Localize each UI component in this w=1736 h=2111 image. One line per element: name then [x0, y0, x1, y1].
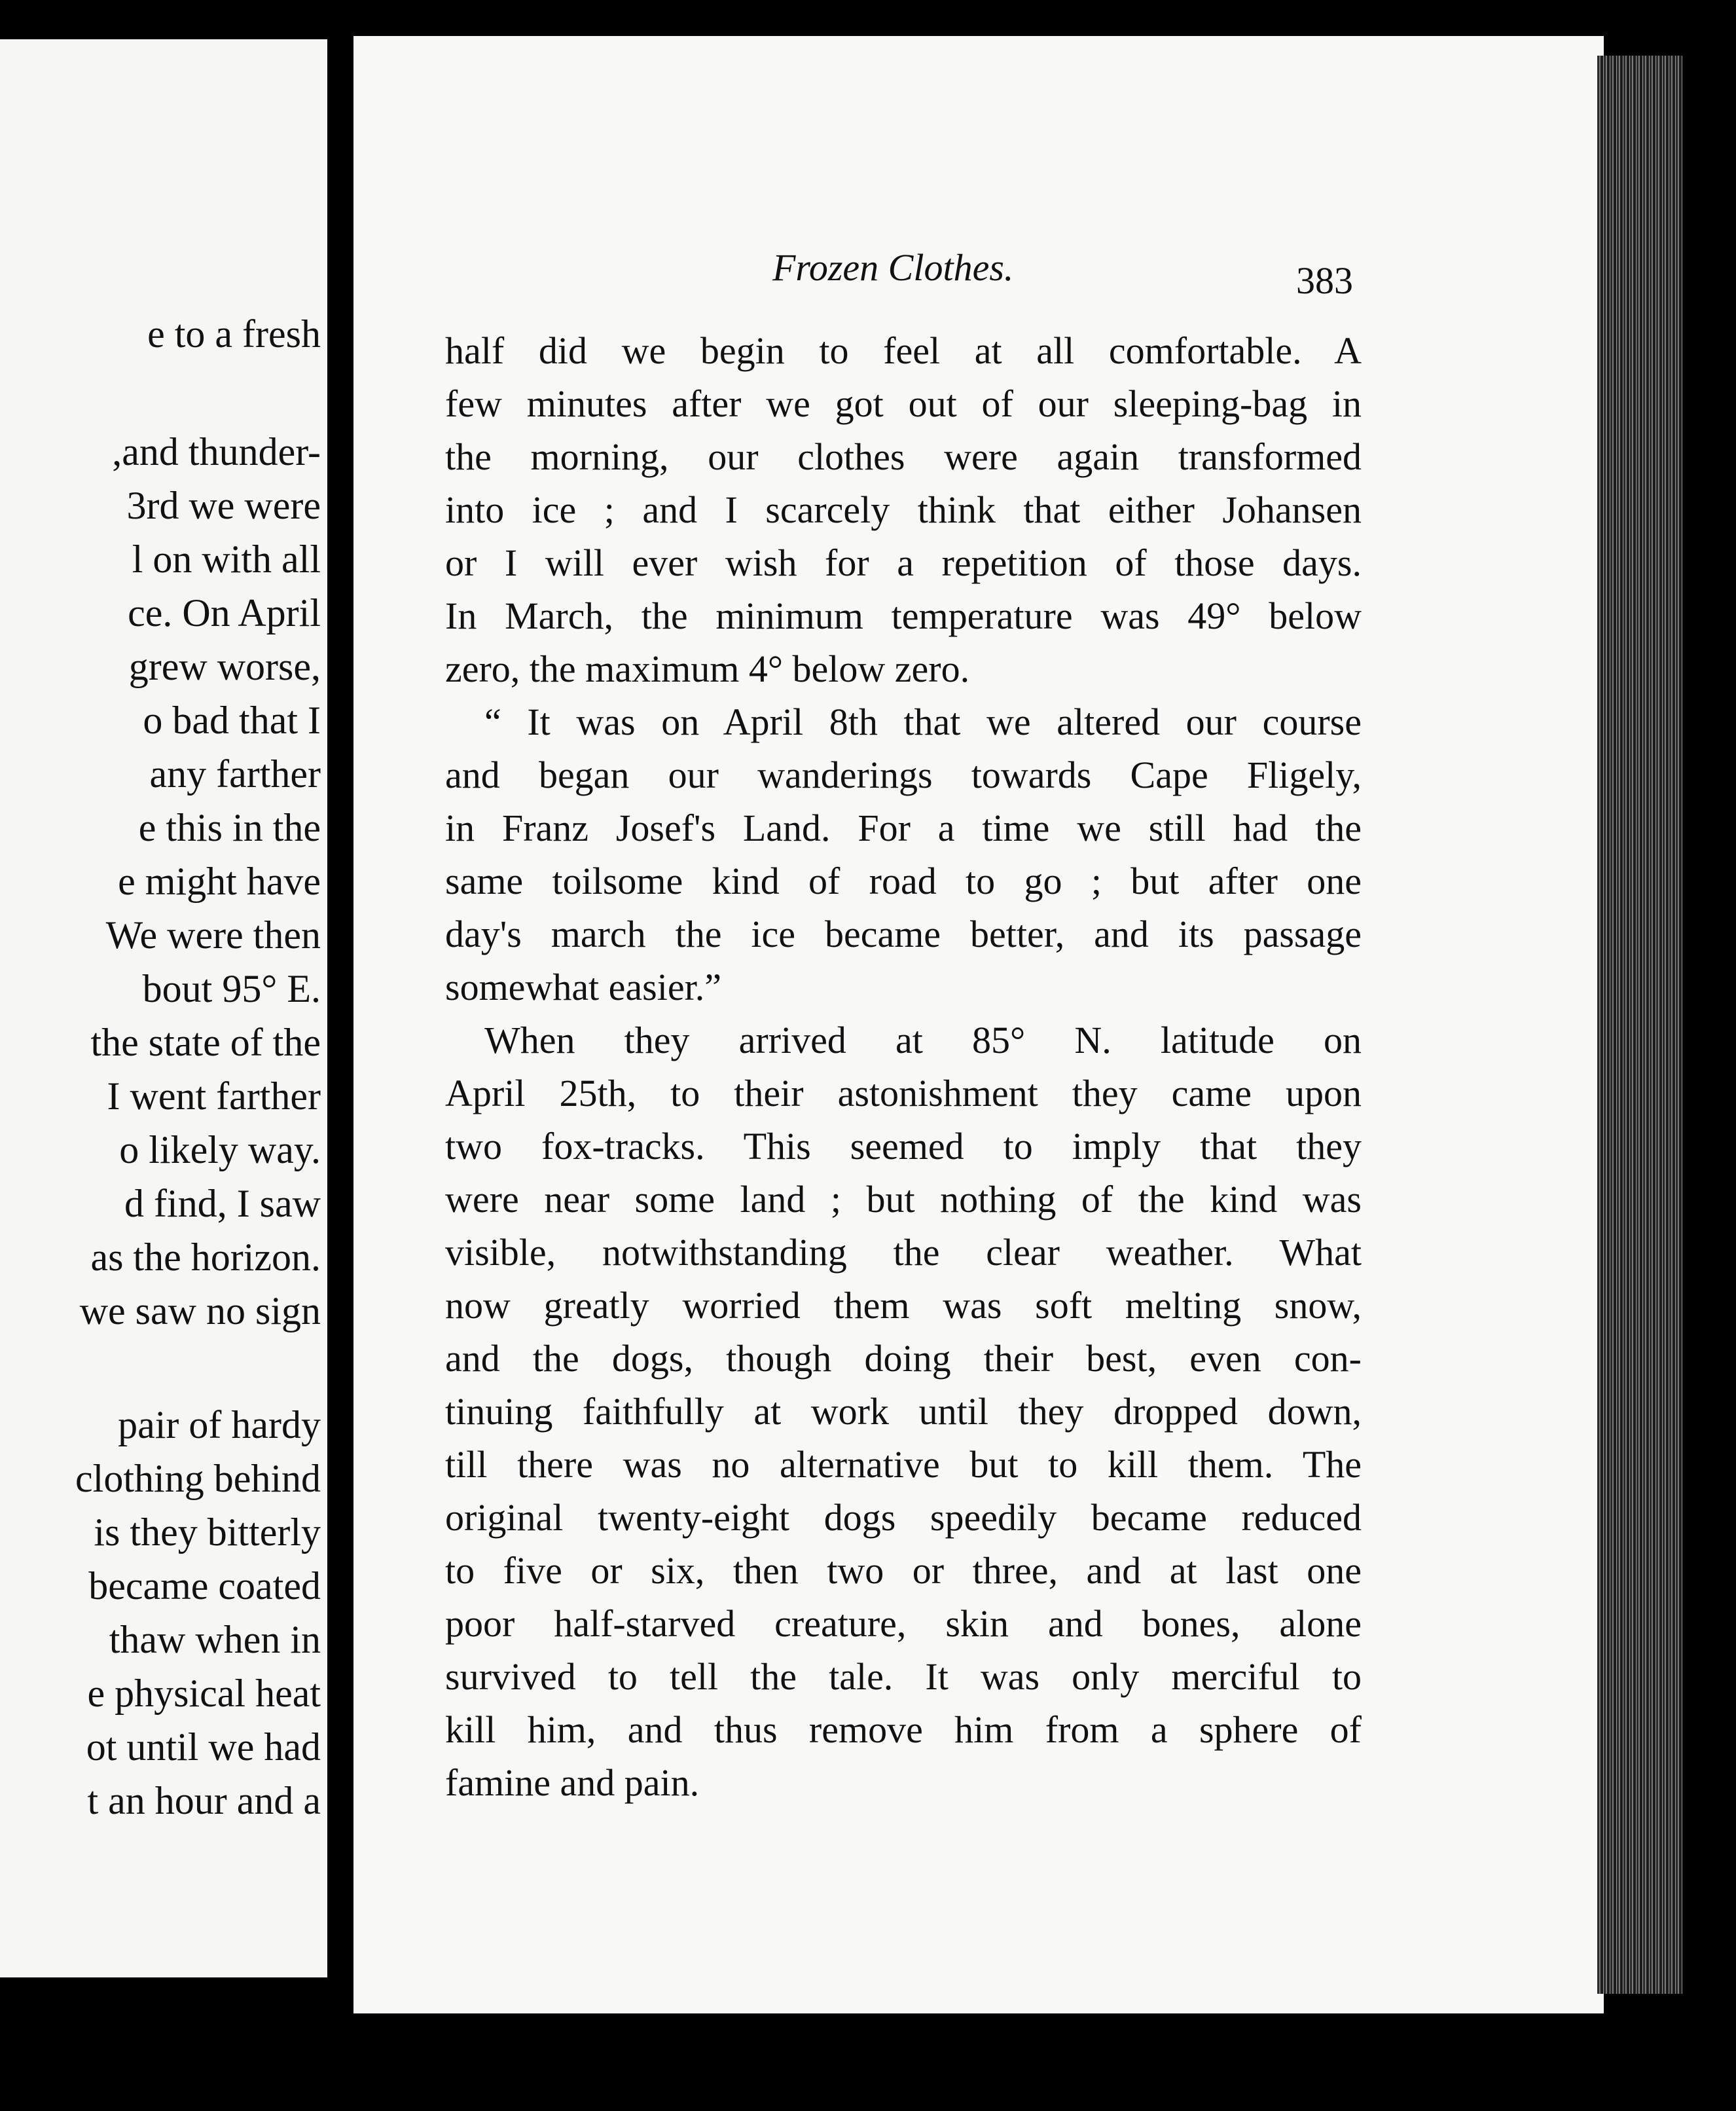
text-line: were near some land ; but nothing of the kind was: [445, 1178, 1362, 1221]
text-line: tinuing faithfully at work until they dropped down,: [445, 1390, 1362, 1433]
left-page-line: e this in the: [138, 806, 321, 849]
left-page: [0, 39, 327, 1977]
left-page-line: thaw when in: [109, 1618, 321, 1661]
text-line: survived to tell the tale. It was only merciful to: [445, 1655, 1362, 1698]
left-page-line: we saw no sign: [79, 1289, 321, 1332]
text-line: half did we begin to feel at all comfortable. A: [445, 329, 1362, 372]
text-line: somewhat easier.”: [445, 966, 721, 1008]
left-page-line: e to a fresh: [147, 312, 321, 356]
running-head: Frozen Clothes.: [772, 246, 1014, 289]
left-page-line: o likely way.: [119, 1128, 321, 1171]
left-page-line: e physical heat: [87, 1672, 321, 1715]
left-page-line: became coated: [88, 1564, 321, 1607]
text-line: April 25th, to their astonishment they came upon: [445, 1072, 1362, 1114]
text-line: the morning, our clothes were again transformed: [445, 435, 1362, 478]
left-page-line: is they bitterly: [94, 1511, 321, 1554]
left-page-line: as the horizon.: [90, 1236, 321, 1279]
left-page-line: e might have: [118, 860, 321, 903]
text-line: zero, the maximum 4° below zero.: [445, 648, 970, 690]
left-page-line: clothing behind: [75, 1457, 321, 1500]
right-page: [353, 36, 1604, 2013]
left-page-line: l on with all: [132, 538, 321, 581]
text-line: day's march the ice became better, and its passage: [445, 913, 1362, 955]
text-line: and began our wanderings towards Cape Fligely,: [445, 754, 1362, 796]
page-number: 383: [1296, 259, 1353, 302]
left-page-line: t an hour and a: [87, 1779, 321, 1822]
book-gutter: [327, 39, 353, 1977]
left-page-line: 3rd we were: [126, 484, 321, 527]
text-line: till there was no alternative but to kill them. The: [445, 1443, 1362, 1486]
text-line: poor half-starved creature, skin and bones, alone: [445, 1602, 1362, 1645]
left-page-line: ce. On April: [128, 591, 321, 634]
text-line: When they arrived at 85° N. latitude on: [484, 1019, 1362, 1061]
text-line: same toilsome kind of road to go ; but after one: [445, 860, 1362, 902]
body-text: [445, 324, 1362, 1809]
text-line: “ It was on April 8th that we altered our course: [484, 701, 1362, 743]
left-page-line: bout 95° E.: [142, 967, 321, 1010]
text-line: original twenty-eight dogs speedily became reduced: [445, 1496, 1362, 1539]
text-line: visible, notwithstanding the clear weather. What: [445, 1231, 1362, 1274]
text-line: now greatly worried them was soft melting snow,: [445, 1284, 1362, 1327]
left-page-line: I went farther: [107, 1074, 321, 1118]
text-line: famine and pain.: [445, 1761, 700, 1804]
text-line: In March, the minimum temperature was 49° below: [445, 595, 1362, 637]
left-page-line: pair of hardy: [118, 1403, 321, 1446]
left-page-line: grew worse,: [128, 645, 321, 688]
left-page-line: the state of the: [90, 1021, 321, 1064]
text-line: and the dogs, though doing their best, even con-: [445, 1337, 1362, 1380]
text-line: or I will ever wish for a repetition of those days.: [445, 542, 1362, 584]
left-page-line: ,and thunder-: [112, 430, 321, 473]
text-line: in Franz Josef's Land. For a time we still had the: [445, 807, 1362, 849]
text-line: kill him, and thus remove him from a sphere of: [445, 1708, 1362, 1751]
text-line: two fox-tracks. This seemed to imply that they: [445, 1125, 1362, 1167]
left-page-line: ot until we had: [86, 1725, 321, 1769]
text-line: few minutes after we got out of our sleeping-bag in: [445, 382, 1362, 425]
left-page-line: any farther: [149, 752, 321, 796]
text-line: into ice ; and I scarcely think that either Johansen: [445, 488, 1362, 531]
left-page-line: d find, I saw: [124, 1182, 321, 1225]
left-page-line: o bad that I: [143, 699, 321, 742]
left-page-line: We were then: [105, 913, 321, 957]
text-line: to five or six, then two or three, and at last one: [445, 1549, 1362, 1592]
page-edges: [1597, 56, 1682, 1994]
